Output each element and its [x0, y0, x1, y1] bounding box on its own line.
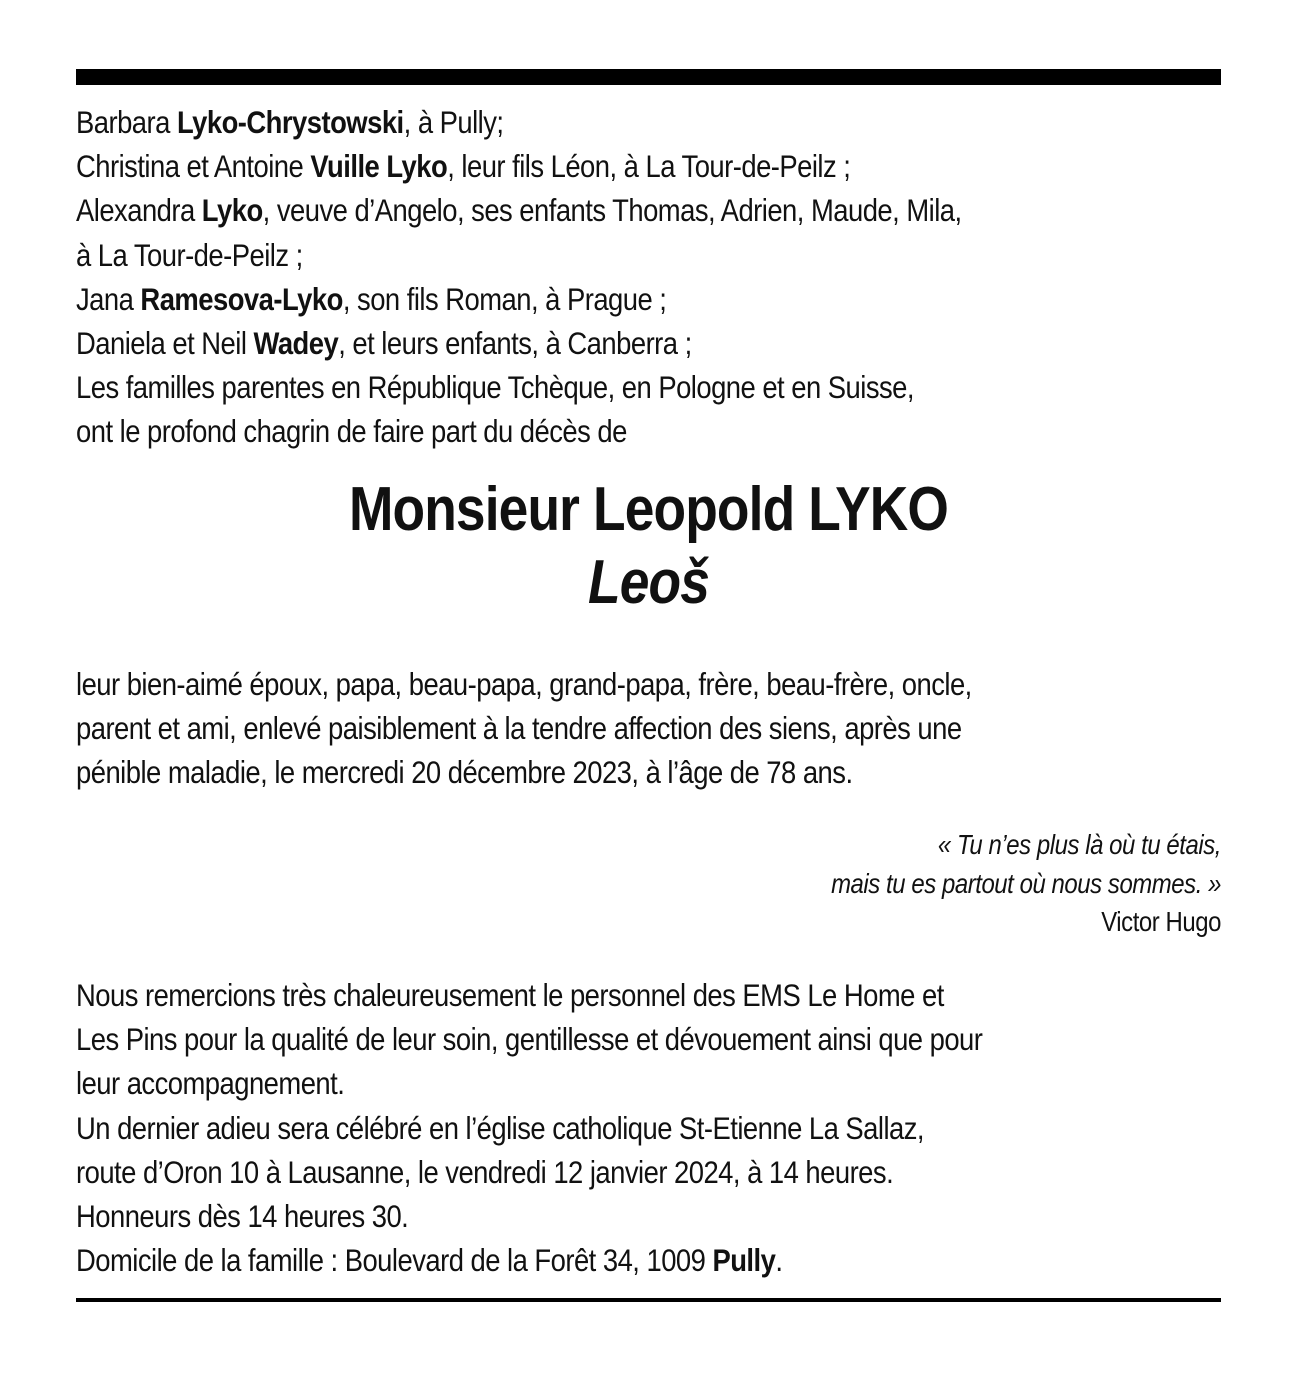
family-list: [76, 100, 1072, 454]
body-line: leur bien-aimé époux, papa, beau-papa, grand-papa, frère, beau-frère, oncle,: [76, 666, 972, 702]
body-line: pénible maladie, le mercredi 20 décembre 2023, à l’âge de 78 ans.: [76, 754, 853, 791]
closing-line: Nous remercions très chaleureusement le personnel des EMS Le Home et: [76, 977, 944, 1013]
top-rule: [76, 69, 1221, 85]
closing-line: leur accompagnement.: [76, 1065, 345, 1102]
closing-line: Domicile de la famille : Boulevard de la Forêt 34, 1009 Pully.: [76, 1242, 783, 1279]
quote-author: Victor Hugo: [1101, 906, 1221, 937]
deceased-nickname: Leoš: [587, 548, 710, 617]
family-line: Barbara Lyko-Chrystowski, à Pully;: [76, 104, 504, 140]
closing-line: Un dernier adieu sera célébré en l’église catholique St-Etienne La Sallaz,: [76, 1109, 925, 1146]
family-line: Jana Ramesova-Lyko, son fils Roman, à Prague ;: [76, 280, 667, 317]
family-line: ont le profond chagrin de faire part du décès de: [76, 413, 627, 450]
body-line: parent et ami, enlevé paisiblement à la tendre affection des siens, après une: [76, 710, 962, 747]
family-line: Christina et Antoine Vuille Lyko, leur fils Léon, à La Tour-de-Peilz ;: [76, 148, 851, 185]
obituary-notice: [76, 0, 1221, 1386]
deceased-name: Monsieur Leopold LYKO: [348, 475, 949, 544]
bottom-rule: [76, 1298, 1221, 1302]
closing-line: Les Pins pour la qualité de leur soin, gentillesse et dévouement ainsi que pour: [76, 1021, 983, 1058]
family-line: Les familles parentes en République Tchèque, en Pologne et en Suisse,: [76, 369, 914, 406]
closing-text: [76, 973, 1072, 1282]
closing-line: Honneurs dès 14 heures 30.: [76, 1198, 409, 1235]
announcement-body: [76, 662, 1072, 795]
quote-block: [438, 826, 1221, 942]
family-line: à La Tour-de-Peilz ;: [76, 236, 303, 273]
closing-line: route d’Oron 10 à Lausanne, le vendredi 12 janvier 2024, à 14 heures.: [76, 1153, 894, 1190]
quote-line: « Tu n’es plus là où tu étais,: [937, 829, 1221, 860]
deceased-name-block: [76, 472, 1221, 618]
quote-line: mais tu es partout où nous sommes. »: [831, 867, 1221, 899]
family-line: Daniela et Neil Wadey, et leurs enfants, à Canberra ;: [76, 325, 692, 362]
family-line: Alexandra Lyko, veuve d’Angelo, ses enfants Thomas, Adrien, Maude, Mila,: [76, 192, 962, 229]
